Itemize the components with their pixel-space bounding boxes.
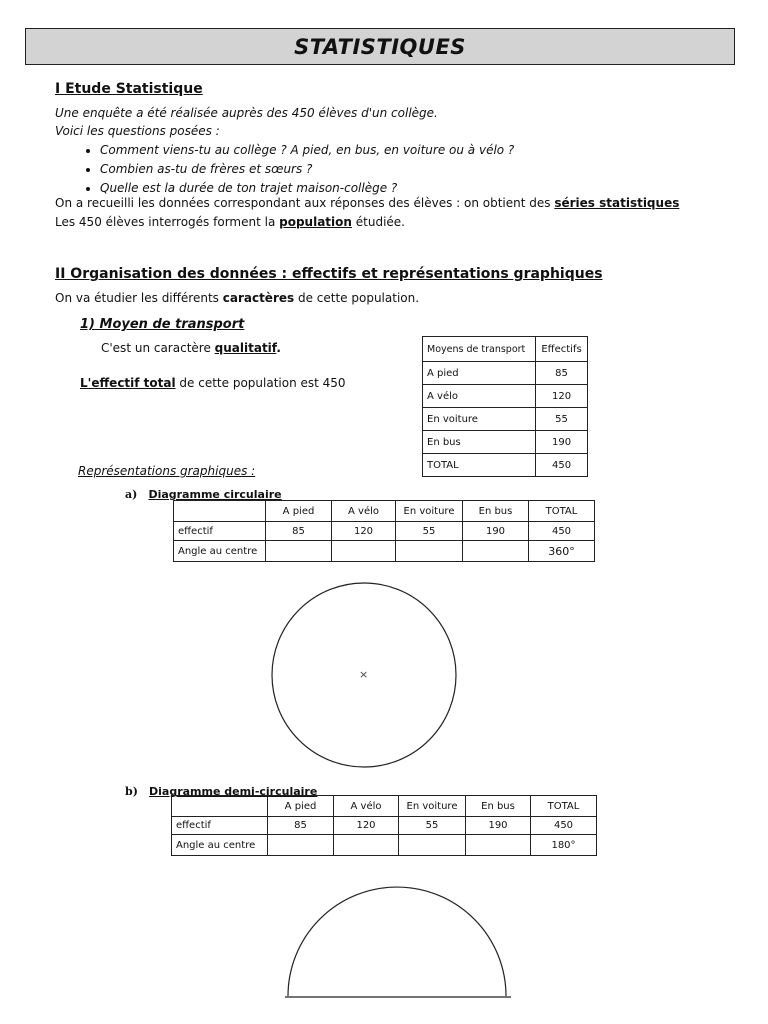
subsection1-heading: 1) Moyen de transport bbox=[80, 317, 245, 332]
diagram-b-table bbox=[171, 795, 597, 856]
intro-line-2: Voici les questions posées : bbox=[55, 124, 220, 138]
table-header-cell: A pied bbox=[266, 501, 332, 522]
table-row bbox=[423, 408, 588, 431]
table-header-cell: En voiture bbox=[396, 501, 463, 522]
effectif-total-term: L'effectif total bbox=[80, 376, 176, 390]
list-item: • Comment viens-tu au collège ? A pied, en bus, en voiture ou à vélo ? bbox=[100, 141, 514, 160]
table-cell: En bus bbox=[423, 431, 536, 454]
empty-semicircle-arc bbox=[288, 887, 506, 996]
table-cell: 360° bbox=[529, 541, 595, 562]
effectif-total-line bbox=[80, 376, 346, 390]
table-cell: A vélo bbox=[423, 385, 536, 408]
diagram-b-title: Diagramme demi-circulaire bbox=[149, 785, 318, 798]
qualitatif-line bbox=[101, 341, 281, 355]
table-cell: 120 bbox=[334, 817, 399, 835]
table-row bbox=[423, 385, 588, 408]
table-header-cell bbox=[174, 501, 266, 522]
table-header-cell: En voiture bbox=[399, 796, 466, 817]
caracteres-line bbox=[55, 291, 419, 305]
table-cell: A pied bbox=[423, 362, 536, 385]
table-cell: 85 bbox=[266, 522, 332, 541]
table-cell[interactable] bbox=[268, 835, 334, 856]
table-cell: 85 bbox=[268, 817, 334, 835]
table-cell[interactable] bbox=[463, 541, 529, 562]
table-header-cell: A vélo bbox=[332, 501, 396, 522]
qualitatif-dot: . bbox=[276, 341, 281, 355]
table-cell: 55 bbox=[399, 817, 466, 835]
table-cell: 55 bbox=[396, 522, 463, 541]
table-header-cell: A pied bbox=[268, 796, 334, 817]
table-header-cell: TOTAL bbox=[531, 796, 597, 817]
table-header-row bbox=[172, 796, 597, 817]
transport-table bbox=[422, 336, 588, 477]
table-row bbox=[423, 454, 588, 477]
table-row bbox=[172, 817, 597, 835]
caracteres-text: On va étudier les différents bbox=[55, 291, 223, 305]
population-term: population bbox=[279, 215, 352, 229]
table-header-cell: En bus bbox=[466, 796, 531, 817]
diagram-a-title: Diagramme circulaire bbox=[148, 488, 282, 501]
qualitatif-text: C'est un caractère bbox=[101, 341, 215, 355]
caracteres-text-end: de cette population. bbox=[294, 291, 420, 305]
list-item: • Combien as-tu de frères et sœurs ? bbox=[100, 160, 514, 179]
questions-list bbox=[68, 141, 514, 198]
table-cell[interactable] bbox=[399, 835, 466, 856]
table-row bbox=[174, 541, 595, 562]
table-cell: 180° bbox=[531, 835, 597, 856]
table-cell: Angle au centre bbox=[172, 835, 268, 856]
table-cell[interactable] bbox=[266, 541, 332, 562]
population-text-end: étudiée. bbox=[351, 215, 405, 229]
series-term: séries statistiques bbox=[554, 196, 680, 210]
series-text: On a recueilli les données correspondant aux réponses des élèves : on obtient des bbox=[55, 196, 555, 210]
table-cell: 120 bbox=[536, 385, 588, 408]
table-cell: 55 bbox=[536, 408, 588, 431]
table-row bbox=[423, 431, 588, 454]
table-row bbox=[174, 522, 595, 541]
population-line bbox=[55, 215, 405, 229]
list-item: • Quelle est la durée de ton trajet maison-collège ? bbox=[100, 179, 514, 198]
table-cell: En voiture bbox=[423, 408, 536, 431]
table-cell[interactable] bbox=[334, 835, 399, 856]
table-cell: 120 bbox=[332, 522, 396, 541]
section2-heading: II Organisation des données : effectifs et représentations graphiques bbox=[55, 266, 603, 282]
intro-line-1: Une enquête a été réalisée auprès des 450 élèves d'un collège. bbox=[55, 106, 438, 120]
table-header-row bbox=[423, 337, 588, 362]
table-header-cell: TOTAL bbox=[529, 501, 595, 522]
table-cell[interactable] bbox=[396, 541, 463, 562]
semicircle-drawing bbox=[280, 855, 516, 1003]
table-cell: 85 bbox=[536, 362, 588, 385]
representations-label: Représentations graphiques : bbox=[78, 464, 256, 478]
center-mark: × bbox=[359, 668, 369, 681]
table-row bbox=[172, 835, 597, 856]
table-cell: 190 bbox=[466, 817, 531, 835]
population-text: Les 450 élèves interrogés forment la bbox=[55, 215, 280, 229]
table-cell: 450 bbox=[529, 522, 595, 541]
diagram-a-table bbox=[173, 500, 595, 562]
section1-heading: I Etude Statistique bbox=[55, 81, 203, 97]
table-header-cell: Effectifs bbox=[536, 337, 588, 362]
diagram-b-letter: b) bbox=[125, 785, 138, 798]
table-cell: TOTAL bbox=[423, 454, 536, 477]
table-row bbox=[423, 362, 588, 385]
table-header-cell bbox=[172, 796, 268, 817]
table-cell: 450 bbox=[536, 454, 588, 477]
caracteres-term: caractères bbox=[222, 291, 295, 305]
table-header-row bbox=[174, 501, 595, 522]
qualitatif-term: qualitatif bbox=[214, 341, 277, 355]
table-header-cell: Moyens de transport bbox=[423, 337, 536, 362]
table-header-cell: A vélo bbox=[334, 796, 399, 817]
table-cell[interactable] bbox=[466, 835, 531, 856]
page-title: STATISTIQUES bbox=[25, 28, 735, 65]
table-header-cell: En bus bbox=[463, 501, 529, 522]
table-cell: effectif bbox=[172, 817, 268, 835]
table-cell[interactable] bbox=[332, 541, 396, 562]
table-cell: 450 bbox=[531, 817, 597, 835]
table-cell: Angle au centre bbox=[174, 541, 266, 562]
table-cell: effectif bbox=[174, 522, 266, 541]
table-cell: 190 bbox=[463, 522, 529, 541]
diagram-a-letter: a) bbox=[125, 488, 138, 501]
effectif-total-text: de cette population est 450 bbox=[175, 376, 346, 390]
table-cell: 190 bbox=[536, 431, 588, 454]
series-line bbox=[55, 196, 679, 210]
